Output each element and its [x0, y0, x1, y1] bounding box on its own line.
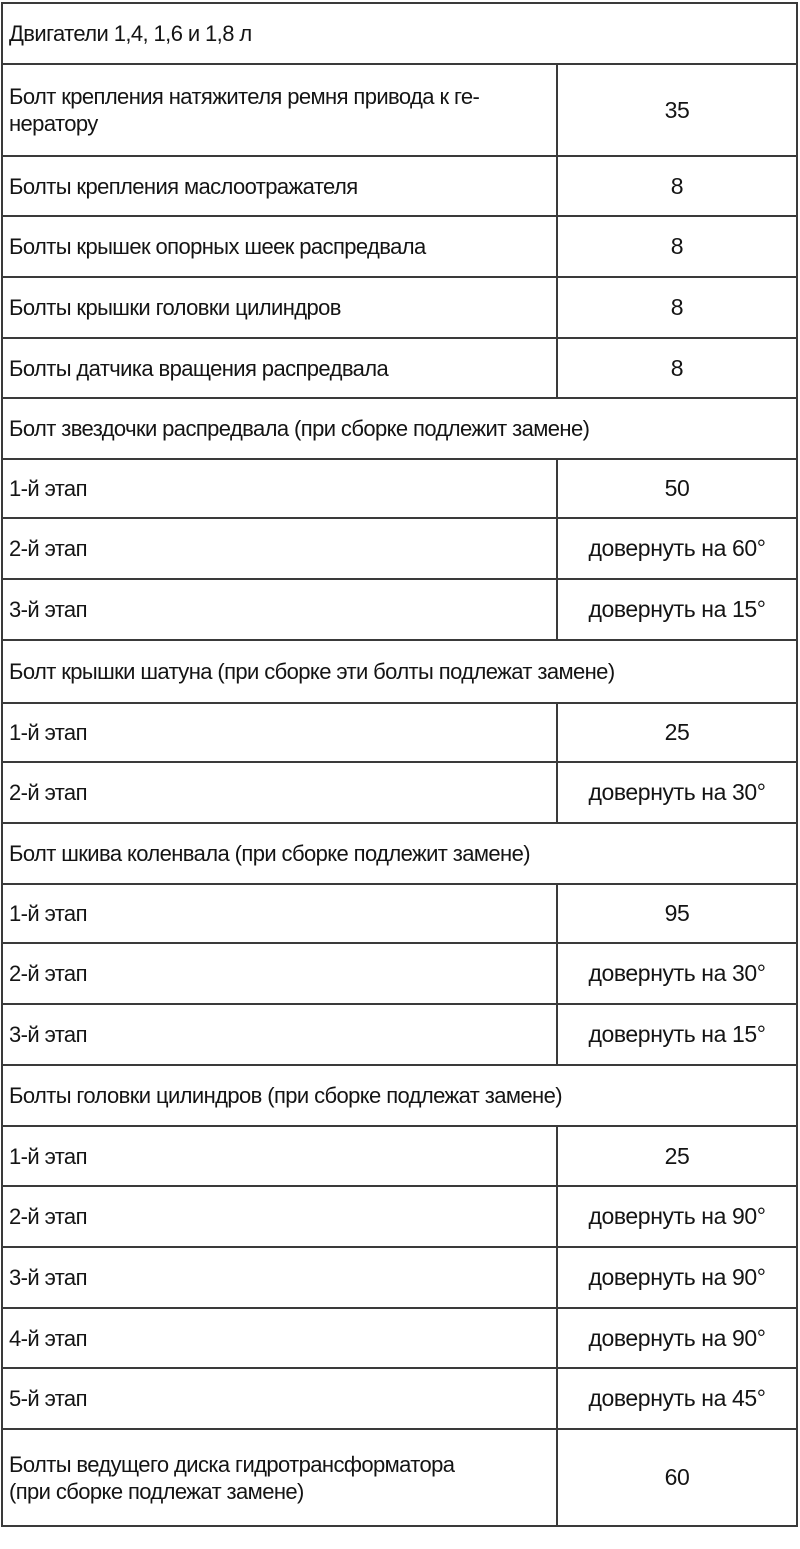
row-value: 8: [557, 216, 797, 277]
table-row: [2, 1368, 797, 1429]
row-label: Болты крепления маслоотражателя: [2, 156, 557, 216]
row-value: довернуть на 30°: [557, 762, 797, 823]
row-value: довернуть на 90°: [557, 1247, 797, 1308]
row-label: Болты крышки головки цилиндров: [2, 277, 557, 338]
row-value: 8: [557, 277, 797, 338]
table-row: [2, 762, 797, 823]
row-value: 8: [557, 338, 797, 398]
row-value: довернуть на 90°: [557, 1308, 797, 1368]
table-row: [2, 216, 797, 277]
table-row: [2, 884, 797, 943]
row-value: 25: [557, 703, 797, 762]
table-row: [2, 277, 797, 338]
row-label: 1-й этап: [2, 884, 557, 943]
row-label: Болты ведущего диска гидротрансформатора (при сборке подлежат замене): [2, 1429, 557, 1526]
table-row: [2, 1247, 797, 1308]
section-header: Болт крышки шатуна (при сборке эти болты подлежат замене): [2, 640, 797, 703]
table-row: [2, 156, 797, 216]
row-value: довернуть на 90°: [557, 1186, 797, 1247]
table-row: [2, 1126, 797, 1186]
row-value: 60: [557, 1429, 797, 1526]
table-row: [2, 338, 797, 398]
torque-table: [1, 2, 798, 1527]
table-row: [2, 1429, 797, 1526]
table-title: Двигатели 1,4, 1,6 и 1,8 л: [2, 3, 797, 64]
row-label: 1-й этап: [2, 703, 557, 762]
table-row: [2, 943, 797, 1004]
row-value: довернуть на 45°: [557, 1368, 797, 1429]
row-value: довернуть на 60°: [557, 518, 797, 579]
section-header-row: [2, 1065, 797, 1126]
row-label: Болт крепления натяжителя ремня привода к ге- нератору: [2, 64, 557, 156]
table-row: [2, 579, 797, 640]
row-label: 2-й этап: [2, 943, 557, 1004]
section-header-row: [2, 640, 797, 703]
row-value: 50: [557, 459, 797, 518]
row-label: Болты датчика вращения распредвала: [2, 338, 557, 398]
row-label: 1-й этап: [2, 1126, 557, 1186]
table-row: [2, 1308, 797, 1368]
row-label: 3-й этап: [2, 579, 557, 640]
row-value: 35: [557, 64, 797, 156]
table-row: [2, 703, 797, 762]
row-value: 95: [557, 884, 797, 943]
row-label: 4-й этап: [2, 1308, 557, 1368]
section-header: Болты головки цилиндров (при сборке подлежат замене): [2, 1065, 797, 1126]
row-value: 25: [557, 1126, 797, 1186]
row-label: 3-й этап: [2, 1247, 557, 1308]
row-label: Болты крышек опорных шеек распредвала: [2, 216, 557, 277]
table-row: [2, 1004, 797, 1065]
section-header-row: [2, 823, 797, 884]
section-header: Болт шкива коленвала (при сборке подлежит замене): [2, 823, 797, 884]
row-value: довернуть на 30°: [557, 943, 797, 1004]
row-value: 8: [557, 156, 797, 216]
row-label: 5-й этап: [2, 1368, 557, 1429]
section-header: Болт звездочки распредвала (при сборке подлежит замене): [2, 398, 797, 459]
table-row: [2, 64, 797, 156]
row-value: довернуть на 15°: [557, 579, 797, 640]
table-row: [2, 518, 797, 579]
row-value: довернуть на 15°: [557, 1004, 797, 1065]
table-row: [2, 459, 797, 518]
row-label: 2-й этап: [2, 1186, 557, 1247]
row-label: 2-й этап: [2, 518, 557, 579]
row-label: 2-й этап: [2, 762, 557, 823]
section-header-row: [2, 398, 797, 459]
row-label: 3-й этап: [2, 1004, 557, 1065]
table-row: [2, 1186, 797, 1247]
row-label: 1-й этап: [2, 459, 557, 518]
table-title-row: [2, 3, 797, 64]
